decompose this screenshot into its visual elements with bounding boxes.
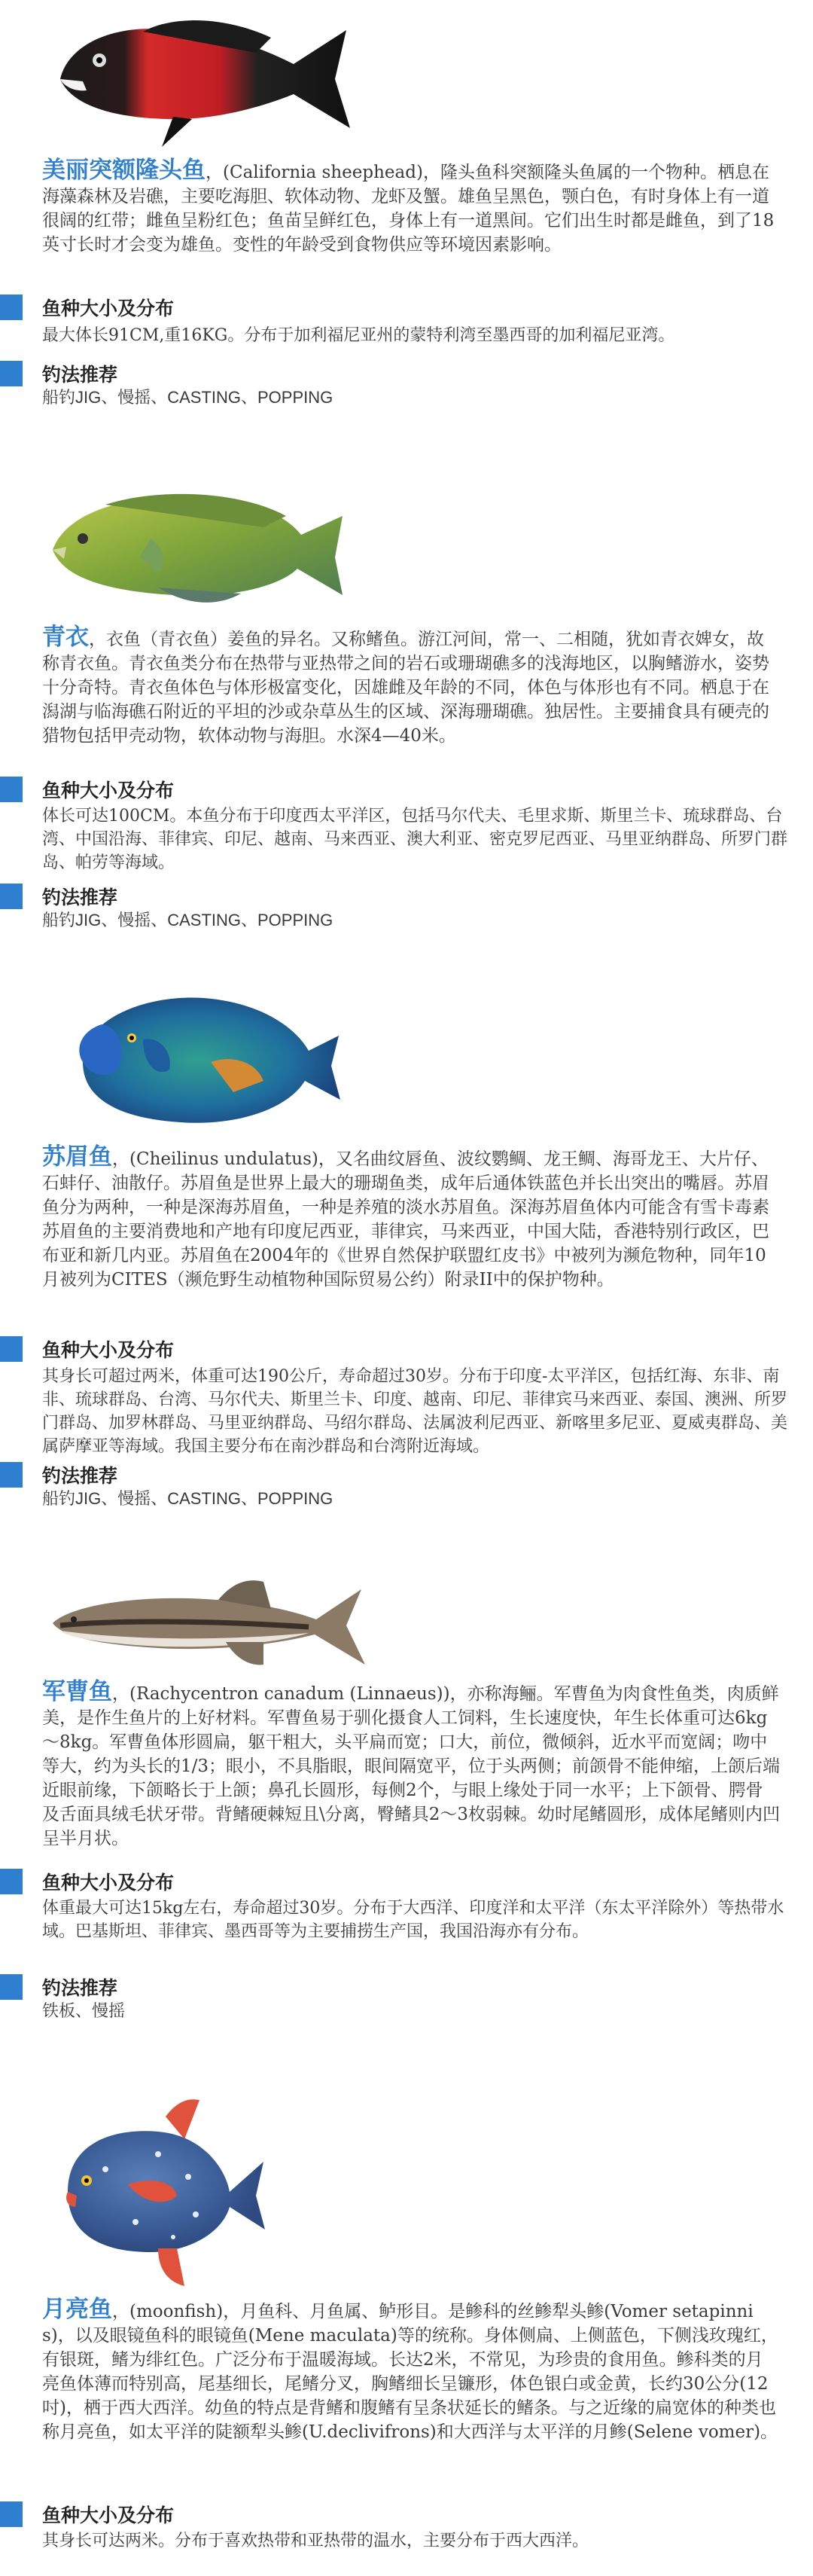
section-heading: 鱼种大小及分布	[0, 1335, 174, 1363]
intro-paragraph: 青衣，衣鱼（青衣鱼）姜鱼的异名。又称鳍鱼。游江河间，常一、二相随，犹如青衣婢女，故称青衣鱼。青衣鱼类分布在热带与亚热带之间的岩石或珊瑚礁多的浅海地区，以胸鳍游水，姿势十分奇特。青衣鱼体色与体形极富变化，因雄雌及年龄的不同，体色与体形也有不同。栖息于在潟湖与临海礁石附近的平坦的沙或杂草丛生的区域、深海珊瑚礁。独居性。主要捕食具有硬壳的猎物包括甲壳动物，软体动物与海胆。水深4—40米。	[42, 624, 769, 746]
species-name: 军曹鱼	[42, 1678, 112, 1705]
section-heading: 钓法推荐	[0, 1973, 117, 2001]
section-heading: 鱼种大小及分布	[0, 776, 174, 803]
section-heading: 鱼种大小及分布	[0, 294, 174, 321]
fishing-method-text: 船钓JIG、慢摇、CASTING、POPPING	[42, 911, 333, 929]
heading-bar-icon	[0, 1869, 23, 1894]
intro-paragraph: 苏眉鱼，(Cheilinus undulatus)，又名曲纹唇鱼、波纹鹦鲷、龙王鲷、海哥龙王、大片仔、石蚌仔、油散仔。苏眉鱼是世界上最大的珊瑚鱼类，成年后通体铁蓝色并长出突出的嘴唇。苏眉鱼分为两种，一种是深海苏眉鱼，一种是养殖的淡水苏眉鱼。深海苏眉鱼体内可能含有雪卡毒素苏眉鱼的主要消费地和产地有印度尼西亚，菲律宾，马来西亚，中国大陆，香港特别行政区，巴布亚和新几内亚。苏眉鱼在2004年的《世界自然保护联盟红皮书》中被列为濒危物种，同年10月被列为CITES（濒危野生动植物种国际贸易公约）附录II中的保护物种。	[42, 1143, 769, 1290]
species-name: 月亮鱼	[42, 2296, 112, 2323]
section-heading: 钓法推荐	[0, 883, 117, 910]
size-distribution-text: 其身长可达两米。分布于喜欢热带和亚热带的温水，主要分布于西大西洋。	[42, 2532, 589, 2550]
sheephead-fish-image	[30, 8, 361, 151]
intro-paragraph: 月亮鱼，(moonfish)，月鱼科、月鱼属、鲈形目。是鲹科的丝鲹犁头鲹(Vomer setapinnis)，以及眼镜鱼科的眼镜鱼(Mene maculata)等的统称。身体侧扁、上侧蓝色，下侧浅玫瑰红，有银斑，鳍为绯红色。广泛分布于温暖海域。长达2米，不常见，为珍贵的食用鱼。鲹科类的月亮鱼体薄而特别高，尾基细长，尾鳍分叉，胸鳍细长呈镰形，体色银白或金黄，长约30公分(12吋)，栖于西大西洋。幼鱼的特点是背鳍和腹鳍有呈条状延长的鳍条。与之近缘的扁宽体的种类也称月亮鱼，如太平洋的陡额犁头鲹(U.declivifrons)和大西洋与太平洋的月鲹(Selene vomer)。	[42, 2296, 778, 2442]
intro-paragraph: 美丽突额隆头鱼，(California sheephead)，隆头鱼科突额隆头鱼属的一个物种。栖息在海藻森林及岩礁，主要吃海胆、软体动物、龙虾及蟹。雄鱼呈黑色，颚白色，有时身体上有一道很阔的红带；雌鱼呈粉红色；鱼苗呈鲜红色，身体上有一道黑间。它们出生时都是雌鱼，到了18英寸长时才会变为雄鱼。变性的年龄受到食物供应等环境因素影响。	[42, 157, 775, 255]
species-name: 青衣	[42, 624, 89, 651]
fishing-method-text: 船钓JIG、慢摇、CASTING、POPPING	[42, 388, 333, 407]
heading-bar-icon	[0, 2501, 23, 2527]
heading-bar-icon	[0, 777, 23, 802]
size-distribution-text: 其身长可超过两米，体重可达190公斤，寿命超过30岁。分布于印度-太平洋区，包括红海、东非、南非、琉球群岛、台湾、马尔代夫、斯里兰卡、印度、越南、印尼、菲律宾马来西亚、泰国、澳洲、所罗门群岛、加罗林群岛、马里亚纳群岛、马绍尔群岛、法属波利尼西亚、新喀里多尼亚、夏威夷群岛、美属萨摩亚等海域。我国主要分布在南沙群岛和台湾附近海域。	[42, 1367, 788, 1456]
fishing-method-text: 铁板、慢摇	[42, 2001, 126, 2020]
intro-paragraph: 军曹鱼，(Rachycentron canadum (Linnaeus))，亦称海鲡。军曹鱼为肉食性鱼类，肉质鲜美，是作生鱼片的上好材料。军曹鱼易于驯化摄食人工饲料，生长速度快，年生长体重可达6kg～8kg。军曹鱼体形圆扁，躯干粗大，头平扁而宽；口大，前位，微倾斜，近水平而宽阔；吻中等大，约为头长的1/3；眼小，不具脂眼，眼间隔宽平，位于头两侧；前颌骨不能伸缩，上颌后端近眼前缘，下颌略长于上颌；鼻孔长圆形，每侧2个，与眼上缘处于同一水平；上下颌骨、腭骨及舌面具绒毛状牙带。背鳍硬棘短且\分离，臀鳍具2～3枚弱棘。幼时尾鳍圆形，成体尾鳍则内凹呈半月状。	[42, 1678, 781, 1848]
species-name: 美丽突额隆头鱼	[42, 157, 206, 184]
heading-bar-icon	[0, 361, 23, 386]
opah-moonfish-image	[45, 2094, 271, 2290]
species-name: 苏眉鱼	[42, 1143, 112, 1170]
heading-bar-icon	[0, 884, 23, 909]
heading-bar-icon	[0, 1336, 23, 1362]
napoleon-wrasse-image	[60, 979, 346, 1137]
heading-bar-icon	[0, 295, 23, 320]
heading-bar-icon	[0, 1462, 23, 1488]
size-distribution-text: 体重最大可达15kg左右，寿命超过30岁。分布于大西洋、印度洋和太平洋（东太平洋除外）等热带水域。巴基斯坦、菲律宾、墨西哥等为主要捕捞生产国，我国沿海亦有分布。	[42, 1899, 784, 1941]
cobia-fish-image	[45, 1567, 376, 1680]
size-distribution-text: 最大体长91CM,重16KG。分布于加利福尼亚州的蒙特利湾至墨西哥的加利福尼亚湾。	[42, 326, 675, 345]
section-heading: 鱼种大小及分布	[0, 1868, 174, 1895]
heading-bar-icon	[0, 1974, 23, 2000]
fishing-method-text: 船钓JIG、慢摇、CASTING、POPPING	[42, 1489, 333, 1508]
section-heading: 钓法推荐	[0, 1461, 117, 1488]
parrotfish-image	[38, 475, 354, 618]
size-distribution-text: 体长可达100CM。本鱼分布于印度西太平洋区，包括马尔代夫、毛里求斯、斯里兰卡、琉球群岛、台湾、中国沿海、菲律宾、印尼、越南、马来西亚、澳大利亚、密克罗尼西亚、马里亚纳群岛、所罗门群岛、帕劳等海域。	[42, 807, 788, 872]
section-heading: 鱼种大小及分布	[0, 2501, 174, 2528]
section-heading: 钓法推荐	[0, 360, 117, 387]
